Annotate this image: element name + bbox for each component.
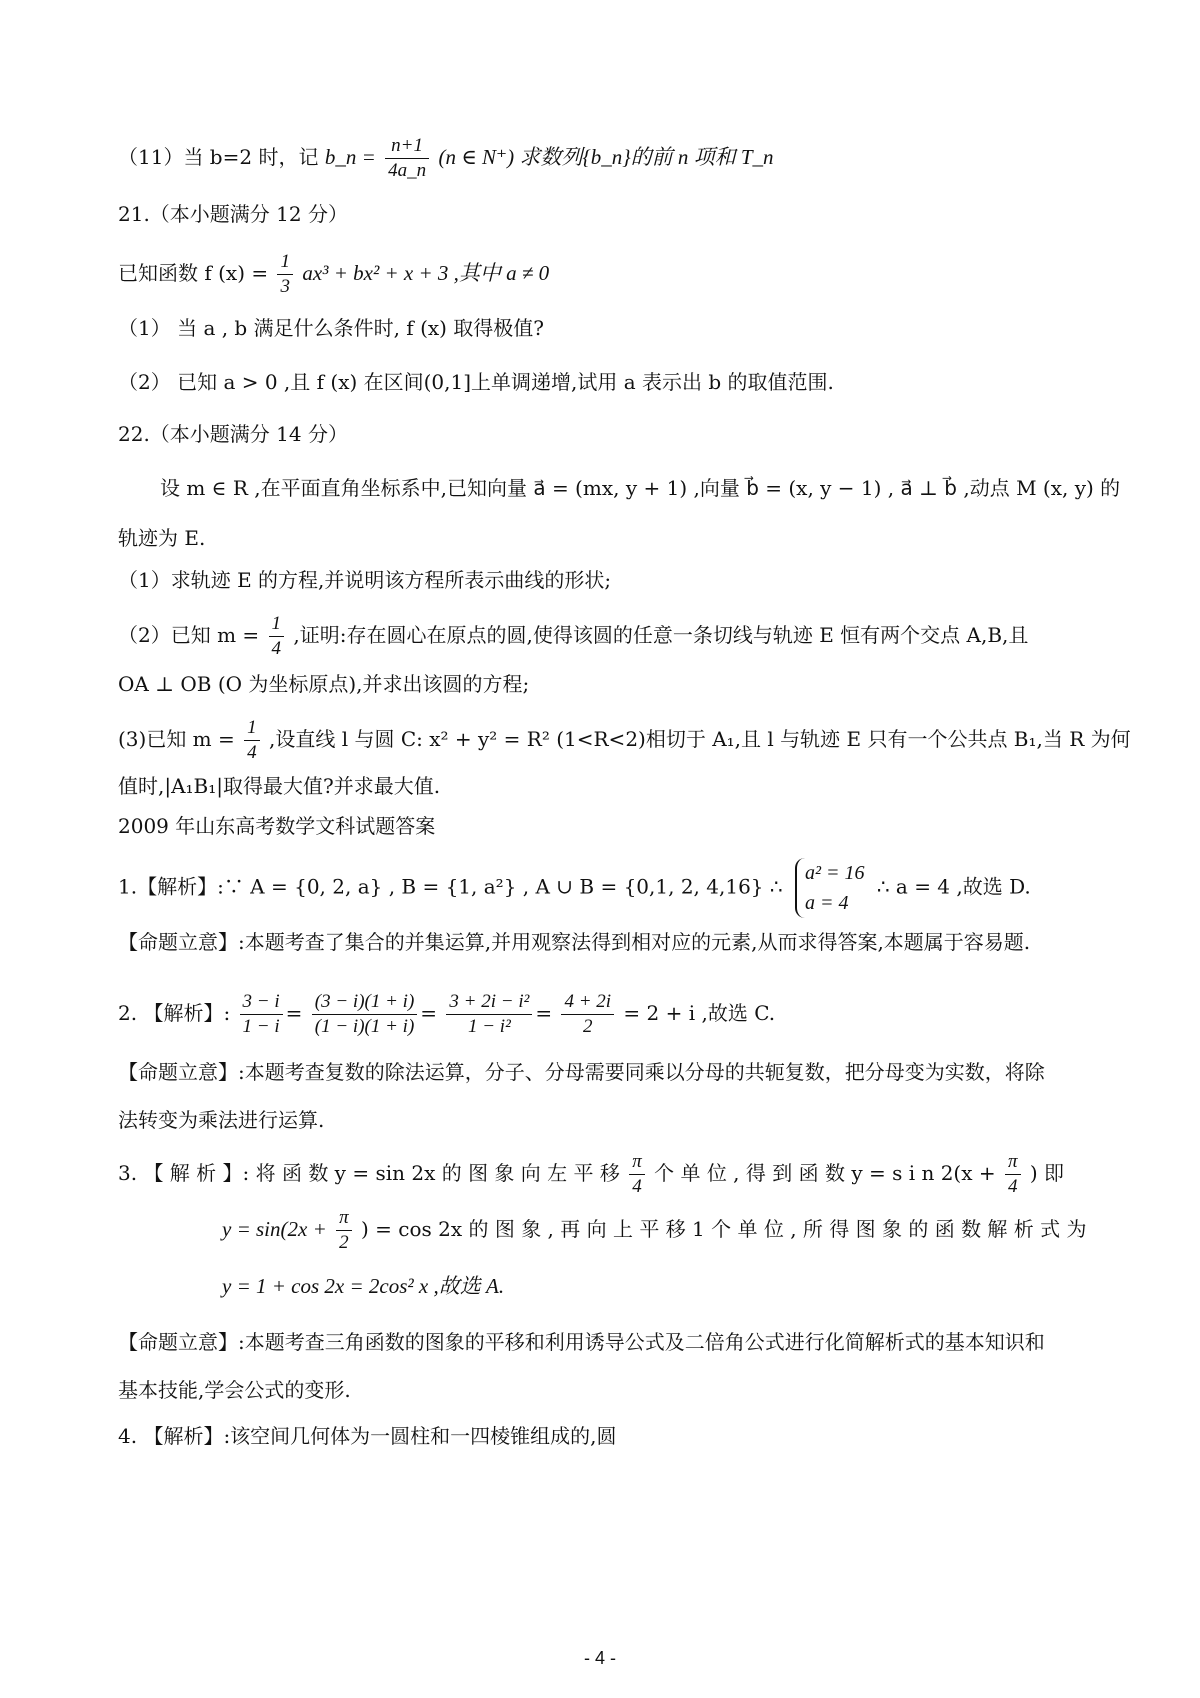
denominator: 2 [339, 1232, 349, 1253]
equation-system [795, 858, 865, 918]
denominator: 3 [280, 276, 290, 297]
denominator: 4a_n [388, 160, 427, 181]
text: 轨迹为 E. [118, 526, 206, 550]
text: 1.【解析】:∵ A = {0, 2, a} , B = {1, a²} , A ∪ B = {0,1, 2, 4,16} ∴ [118, 874, 783, 899]
fraction [312, 990, 418, 1039]
math: (n ∈ N⁺) 求数列{b_n}的前 n 项和 T_n [438, 145, 774, 169]
numerator: 1 [269, 612, 285, 637]
text: 2009 年山东高考数学文科试题答案 [118, 814, 436, 838]
line-answer3-cont [222, 1206, 1087, 1255]
math: b_n = [324, 145, 376, 169]
text: （1） 当 a , b 满足什么条件时, f (x) 取得极值? [118, 316, 545, 340]
math: y = sin(2x + [222, 1217, 327, 1241]
text: 设 m ∈ R ,在平面直角坐标系中,已知向量 a⃗ = (mx, y + 1) ,向量 b⃗ = (x, y − 1) , a⃗ ⊥ b⃗ ,动点 M (x, y) 的 [160, 476, 1121, 500]
text: = 2 + i ,故选 C. [623, 1001, 776, 1025]
line-q21-function [118, 250, 549, 299]
text: 2. 【解析】: [118, 1001, 231, 1025]
fraction [385, 134, 429, 183]
text: （2）已知 m = [118, 623, 260, 647]
line-q21-part1 [118, 314, 544, 342]
line-answer4 [118, 1422, 617, 1450]
text: 法转变为乘法进行运算. [118, 1108, 325, 1132]
line-answer3-intent [118, 1328, 1045, 1356]
numerator: π [1005, 1150, 1021, 1175]
denominator: 1 − i² [467, 1016, 511, 1037]
line-q22-part3-cont [118, 772, 440, 800]
line-q21-heading [118, 200, 348, 228]
line-answer1 [118, 858, 1031, 918]
numerator: π [336, 1206, 352, 1231]
line-q22-setup-cont [118, 524, 205, 552]
line-answer2-intent [118, 1058, 1045, 1086]
fraction [561, 990, 614, 1039]
text: 基本技能,学会公式的变形. [118, 1378, 351, 1402]
numerator: 4 + 2i [561, 990, 614, 1015]
text: 【命题立意】:本题考查了集合的并集运算,并用观察法得到相对应的元素,从而求得答案,本题属于容易题. [118, 930, 1031, 954]
fraction [446, 990, 532, 1039]
fraction [629, 1150, 645, 1199]
text: 已知函数 f (x) = [118, 261, 269, 285]
fraction [240, 990, 283, 1039]
line-q22-heading [118, 420, 348, 448]
text: ) 即 [1029, 1161, 1065, 1185]
text: OA ⊥ OB (O 为坐标原点),并求出该圆的方程; [118, 672, 530, 696]
fraction [269, 612, 285, 661]
numerator: 1 [244, 716, 260, 741]
line-answer3-result [222, 1272, 504, 1300]
text: ) = cos 2x 的 图 象 , 再 向 上 平 移 1 个 单 位 , 所 得 图 象 的 函 数 解 析 式 为 [360, 1217, 1087, 1241]
line-answer1-intent [118, 928, 1030, 956]
numerator: π [629, 1150, 645, 1175]
math: y = 1 + cos 2x = 2cos² x ,故选 A. [222, 1274, 505, 1298]
line-answer2-intent-cont [118, 1106, 324, 1134]
fraction [1005, 1150, 1021, 1199]
line-q22-part1 [118, 566, 611, 594]
equation: a² = 16 [804, 862, 865, 884]
text: （2） 已知 a > 0 ,且 f (x) 在区间(0,1]上单调递增,试用 a 表示出 b 的取值范围. [118, 370, 834, 394]
numerator: (3 − i)(1 + i) [312, 990, 418, 1015]
page-number: - 4 - [583, 1648, 616, 1668]
fraction [244, 716, 260, 765]
numerator: 1 [277, 250, 293, 275]
denominator: 4 [632, 1176, 642, 1197]
numerator: 3 − i [240, 990, 283, 1015]
text: 【命题立意】:本题考查三角函数的图象的平移和利用诱导公式及二倍角公式进行化简解析式的基本知识和 [118, 1330, 1045, 1354]
denominator: 4 [1008, 1176, 1018, 1197]
text: 22.（本小题满分 14 分） [118, 422, 348, 446]
denominator: 2 [583, 1016, 593, 1037]
numerator: n+1 [385, 134, 429, 159]
text: (3)已知 m = [118, 727, 235, 751]
text: 【命题立意】:本题考查复数的除法运算，分子、分母需要同乘以分母的共轭复数，把分母变为实数，将除 [118, 1060, 1045, 1084]
text: 个 单 位 , 得 到 函 数 y = s i n 2(x + [654, 1161, 996, 1185]
denominator: 1 − i [242, 1016, 280, 1037]
text: （11）当 b=2 时，记 [118, 145, 319, 169]
line-answer3 [118, 1150, 1064, 1199]
denominator: 4 [271, 638, 282, 659]
line-q22-part2 [118, 612, 1028, 661]
denominator: 4 [247, 742, 257, 763]
fraction [336, 1206, 352, 1255]
fraction [277, 250, 293, 299]
line-q22-part3 [118, 716, 1131, 765]
line-q21-part2 [118, 368, 834, 396]
numerator: 3 + 2i − i² [446, 990, 532, 1015]
text: 4. 【解析】:该空间几何体为一圆柱和一四棱锥组成的,圆 [118, 1424, 617, 1448]
text: 21.（本小题满分 12 分） [118, 202, 348, 226]
text: ,设直线 l 与圆 C: x² + y² = R² (1<R<2)相切于 A₁,且 l 与轨迹 E 只有一个公共点 B₁,当 R 为何 [269, 727, 1131, 751]
text: ,证明:存在圆心在原点的圆,使得该圆的任意一条切线与轨迹 E 恒有两个交点 A,B,且 [293, 623, 1029, 647]
text: （1）求轨迹 E 的方程,并说明该方程所表示曲线的形状; [118, 568, 612, 592]
line-answer3-intent-cont [118, 1376, 351, 1404]
text: ∴ a = 4 ,故选 D. [876, 874, 1031, 899]
math: ax³ + bx² + x + 3 ,其中 a ≠ 0 [302, 261, 550, 285]
line-answer2: 2. 【解析】: $\frac{3 - i}{1 - i}$ = $\frac{(3 - i)(1 + i)}{(1 - i)(1 + i)}$ = $\frac{\text{3 + 2i − i²}}{\text{1 − i²}}$ = $\frac{4 + 2i}{2}$ = 2 + i ,故选 C. [118, 991, 776, 1037]
line-q20-part2 [118, 134, 774, 183]
answers-title [118, 812, 435, 840]
line-q22-part2-cont [118, 670, 529, 698]
text: 3. 【 解 析 】: 将 函 数 y = sin 2x 的 图 象 向 左 平 移 [118, 1161, 620, 1185]
text: 值时,|A₁B₁|取得最大值?并求最大值. [118, 774, 441, 798]
line-q22-setup [160, 474, 1120, 502]
equation: a = 4 [804, 892, 849, 914]
denominator: (1 − i)(1 + i) [314, 1016, 415, 1037]
